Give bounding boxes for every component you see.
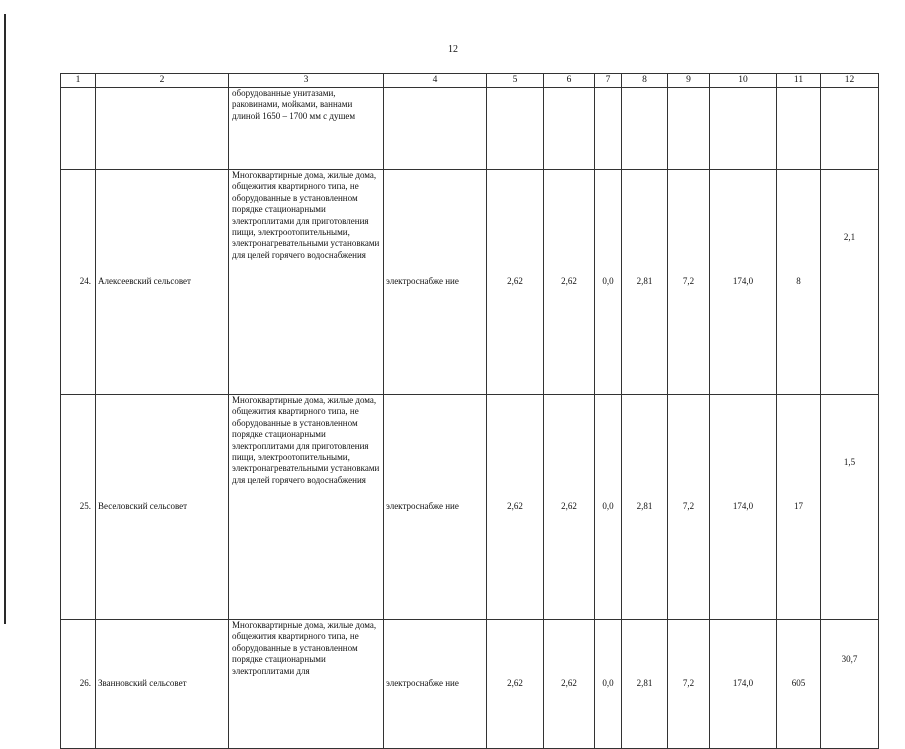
value-cell: 7,2 [668, 170, 710, 395]
service-cell: электроснабже ние [384, 395, 487, 620]
header-cell: 9 [668, 74, 710, 88]
table-row [61, 170, 879, 395]
category-cell: Многоквартирные дома, жилые дома, общежития квартирного типа, не оборудованные в установленном порядке стационарными электроплитами для [229, 620, 384, 749]
value-cell: 30,7 [821, 620, 879, 749]
tariff-table [60, 73, 879, 749]
value-cell: 2,81 [622, 170, 668, 395]
value-cell: 2,62 [487, 620, 544, 749]
service-cell: электроснабже ние [384, 620, 487, 749]
table-cell [821, 88, 879, 170]
header-cell: 1 [61, 74, 96, 88]
value-cell: 605 [777, 620, 821, 749]
table-cell [710, 88, 777, 170]
category-cell: оборудованные унитазами, раковинами, мойками, ваннами длиной 1650 – 1700 мм с душем [229, 88, 384, 170]
value-cell: 7,2 [668, 620, 710, 749]
table-cell [622, 88, 668, 170]
header-cell: 8 [622, 74, 668, 88]
table-cell [544, 88, 595, 170]
settlement-name: Веселовский сельсовет [96, 395, 229, 620]
row-number: 26. [61, 620, 96, 749]
category-cell: Многоквартирные дома, жилые дома, общежития квартирного типа, не оборудованные в установленном порядке стационарными электроплитами для приготовления пищи, электроотопительными, электронагревательными установками для целей горячего водоснабжения [229, 170, 384, 395]
header-cell: 11 [777, 74, 821, 88]
table-cell [777, 88, 821, 170]
header-cell: 6 [544, 74, 595, 88]
value-cell: 8 [777, 170, 821, 395]
value-cell: 2,62 [544, 620, 595, 749]
header-cell: 7 [595, 74, 622, 88]
row-number: 25. [61, 395, 96, 620]
value-cell: 2,62 [487, 170, 544, 395]
settlement-name: Алексеевский сельсовет [96, 170, 229, 395]
row-number: 24. [61, 170, 96, 395]
value-cell: 17 [777, 395, 821, 620]
value-cell: 2,81 [622, 395, 668, 620]
value-cell: 174,0 [710, 620, 777, 749]
value-cell: 2,62 [487, 395, 544, 620]
header-cell: 4 [384, 74, 487, 88]
value-cell: 0,0 [595, 395, 622, 620]
table-row [61, 88, 879, 170]
table-cell [384, 88, 487, 170]
table-cell [61, 88, 96, 170]
value-cell: 0,0 [595, 170, 622, 395]
table-row [61, 395, 879, 620]
value-cell: 174,0 [710, 395, 777, 620]
value-cell: 174,0 [710, 170, 777, 395]
header-cell: 12 [821, 74, 879, 88]
table-cell [595, 88, 622, 170]
header-cell: 10 [710, 74, 777, 88]
value-cell: 2,1 [821, 170, 879, 395]
header-cell: 3 [229, 74, 384, 88]
value-cell: 7,2 [668, 395, 710, 620]
value-cell: 2,81 [622, 620, 668, 749]
header-cell: 5 [487, 74, 544, 88]
value-cell: 1,5 [821, 395, 879, 620]
service-cell: электроснабже ние [384, 170, 487, 395]
table-header-row [61, 74, 879, 88]
table-cell [487, 88, 544, 170]
value-cell: 2,62 [544, 170, 595, 395]
settlement-name: Званновский сельсовет [96, 620, 229, 749]
table-cell [668, 88, 710, 170]
scan-edge-line [4, 14, 6, 624]
value-cell: 0,0 [595, 620, 622, 749]
page-number: 12 [448, 44, 458, 55]
value-cell: 2,62 [544, 395, 595, 620]
category-cell: Многоквартирные дома, жилые дома, общежития квартирного типа, не оборудованные в установленном порядке стационарными электроплитами для приготовления пищи, электроотопительными, электронагревательными установками для целей горячего водоснабжения [229, 395, 384, 620]
header-cell: 2 [96, 74, 229, 88]
table-row [61, 620, 879, 749]
table-cell [96, 88, 229, 170]
